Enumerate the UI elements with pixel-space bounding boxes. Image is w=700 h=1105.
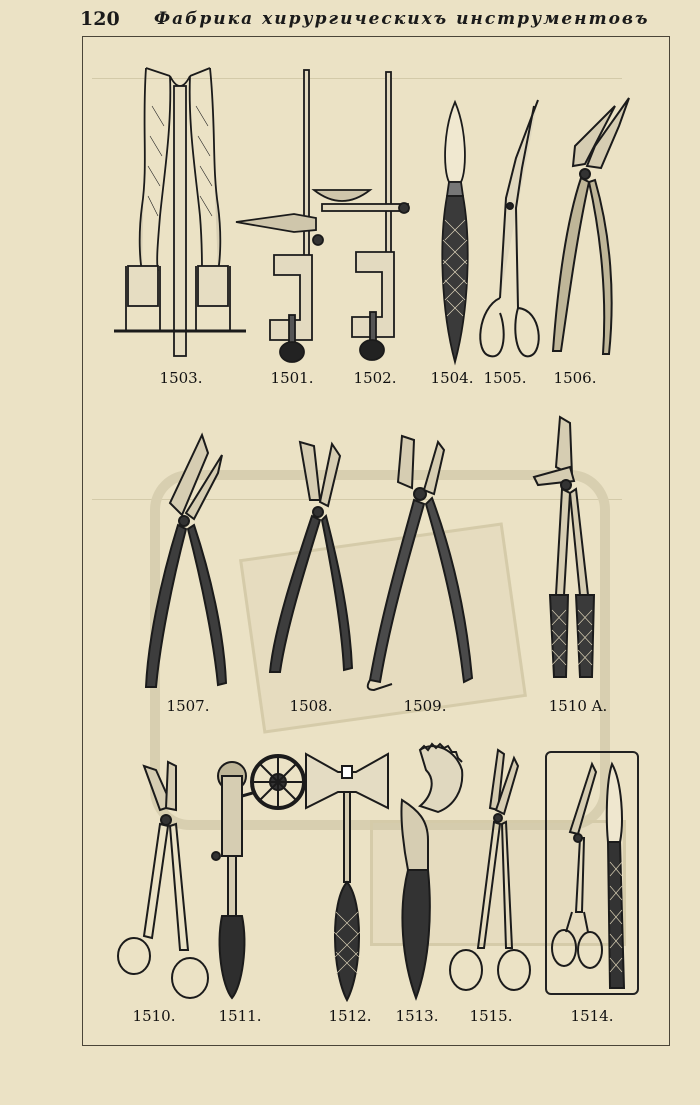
page-number: 120 bbox=[80, 8, 120, 30]
figure-label-1510a: 1510 A. bbox=[548, 697, 608, 715]
figure-label-1501: 1501. bbox=[270, 369, 314, 387]
figure-label-1505: 1505. bbox=[483, 369, 527, 387]
bone-cutting-forceps-icon bbox=[264, 440, 354, 676]
figure-label-1506: 1506. bbox=[553, 369, 597, 387]
running-title: Фабрика хирургическихъ инструментовъ bbox=[154, 9, 650, 29]
jointed-forceps-icon bbox=[364, 432, 476, 694]
circular-saw-drill-icon bbox=[208, 736, 304, 1002]
figure-label-1502: 1502. bbox=[353, 369, 397, 387]
bone-forceps-icon bbox=[545, 96, 635, 358]
bone-cutting-forceps-icon bbox=[142, 433, 226, 691]
leg-stretcher-icon bbox=[112, 66, 248, 366]
scissors-icon bbox=[448, 748, 536, 996]
figure-label-1515: 1515. bbox=[469, 1007, 513, 1025]
figure-label-1511: 1511. bbox=[218, 1007, 262, 1025]
angled-scissors-icon bbox=[472, 98, 544, 364]
figure-label-1504: 1504. bbox=[430, 369, 474, 387]
figure-label-1513: 1513. bbox=[395, 1007, 439, 1025]
figure-label-1510: 1510. bbox=[132, 1007, 176, 1025]
scalpel-icon bbox=[437, 100, 473, 364]
figure-label-1509: 1509. bbox=[403, 697, 447, 715]
figure-label-1507: 1507. bbox=[166, 697, 210, 715]
figure-label-1508: 1508. bbox=[289, 697, 333, 715]
table-clamp-support-icon bbox=[312, 72, 414, 362]
long-handled-shears-icon bbox=[530, 415, 616, 681]
hatchet-icon bbox=[304, 752, 390, 1002]
scissors-and-knife-set-icon bbox=[550, 762, 636, 992]
figure-label-1514: 1514. bbox=[570, 1007, 614, 1025]
scissors-icon bbox=[114, 760, 212, 1002]
figure-label-1512: 1512. bbox=[328, 1007, 372, 1025]
figure-label-1503: 1503. bbox=[159, 369, 203, 387]
